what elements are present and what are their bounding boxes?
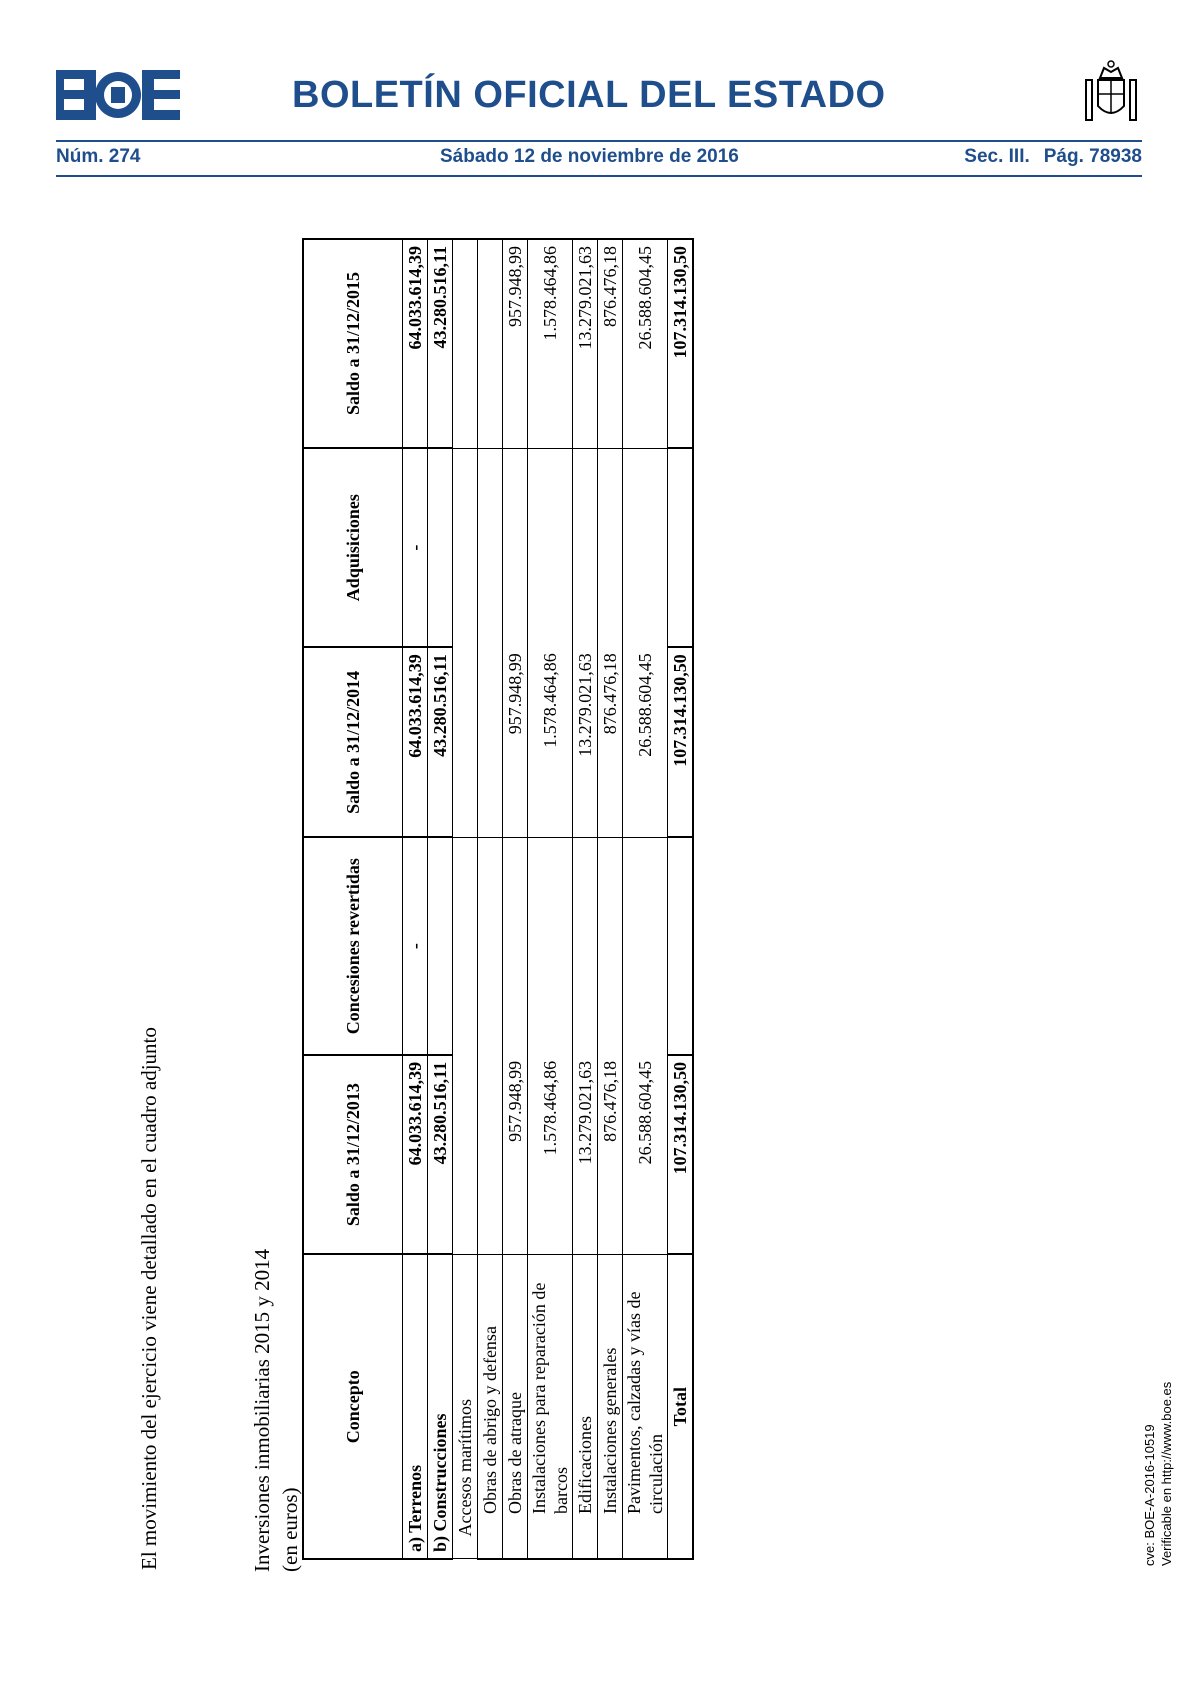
cell-adquisiciones	[478, 448, 503, 647]
caption-units: (en euros)	[278, 1487, 302, 1572]
cell-concesiones	[528, 837, 573, 1054]
cell-2013	[453, 1055, 478, 1255]
cell-2015: 43.280.516,11	[428, 239, 453, 448]
total-2014: 107.314.130,50	[668, 647, 694, 837]
cell-2015	[453, 239, 478, 448]
table-header-row	[303, 239, 403, 1559]
table-row	[503, 239, 528, 1559]
cell-adquisiciones	[598, 448, 623, 647]
cell-concesiones	[503, 837, 528, 1054]
header-saldo-2013: Saldo a 31/12/2013	[303, 1055, 403, 1255]
row-label: Obras de atraque	[503, 1254, 528, 1559]
table-caption	[248, 1249, 304, 1572]
issue-date: Sábado 12 de noviembre de 2016	[440, 146, 739, 167]
cell-2013: 26.588.604,45	[623, 1055, 668, 1255]
cell-adquisiciones	[573, 448, 598, 647]
table-total-row	[668, 239, 694, 1559]
cell-2015	[478, 239, 503, 448]
cell-concesiones	[623, 837, 668, 1054]
cell-2015: 1.578.464,86	[528, 239, 573, 448]
cell-adquisiciones	[528, 448, 573, 647]
header-rule-bottom	[56, 175, 1142, 177]
cell-adquisiciones	[623, 448, 668, 647]
table-row	[598, 239, 623, 1559]
cell-2013: 13.279.021,63	[573, 1055, 598, 1255]
total-2013: 107.314.130,50	[668, 1055, 694, 1255]
cell-2014: 43.280.516,11	[428, 647, 453, 837]
row-label: a) Terrenos	[403, 1254, 428, 1559]
coat-of-arms-icon	[1080, 58, 1142, 128]
cell-2013: 1.578.464,86	[528, 1055, 573, 1255]
cell-2014: 64.033.614,39	[403, 647, 428, 837]
cve-code: cve: BOE-A-2016-10519	[1142, 1424, 1157, 1566]
table-row	[453, 239, 478, 1559]
cell-2015: 13.279.021,63	[573, 239, 598, 448]
cell-concesiones	[453, 837, 478, 1054]
header-concesiones: Concesiones revertidas	[303, 837, 403, 1054]
row-label: Edificaciones	[573, 1254, 598, 1559]
page-number: Pág. 78938	[1043, 146, 1142, 167]
table-row	[623, 239, 668, 1559]
cell-adquisiciones: -	[403, 448, 428, 647]
row-label: Pavimentos, calzadas y vías de circulación	[623, 1254, 668, 1559]
header-adquisiciones: Adquisiciones	[303, 448, 403, 647]
cell-2014: 876.476,18	[598, 647, 623, 837]
total-label: Total	[668, 1254, 694, 1559]
cell-adquisiciones	[453, 448, 478, 647]
row-label: Instalaciones generales	[598, 1254, 623, 1559]
cell-adquisiciones	[503, 448, 528, 647]
caption-title: Inversiones inmobiliarias 2015 y 2014	[250, 1248, 274, 1572]
table-row	[403, 239, 428, 1559]
cell-concesiones	[478, 837, 503, 1054]
investments-table	[302, 238, 694, 1560]
table-row	[428, 239, 453, 1559]
cell-2013	[478, 1055, 503, 1255]
total-concesiones	[668, 837, 694, 1054]
total-2015: 107.314.130,50	[668, 239, 694, 448]
cell-2013: 876.476,18	[598, 1055, 623, 1255]
table-row	[478, 239, 503, 1559]
total-adquisiciones	[668, 448, 694, 647]
row-label: Obras de abrigo y defensa	[478, 1254, 503, 1559]
boe-logo	[56, 70, 180, 120]
intro-paragraph: El movimiento del ejercicio viene detallado en el cuadro adjunto	[137, 1027, 161, 1570]
cell-concesiones	[428, 837, 453, 1054]
header-saldo-2014: Saldo a 31/12/2014	[303, 647, 403, 837]
row-label: Accesos marítimos	[453, 1254, 478, 1559]
cell-2013: 43.280.516,11	[428, 1055, 453, 1255]
cell-2015: 957.948,99	[503, 239, 528, 448]
table-row	[573, 239, 598, 1559]
section-label: Sec. III.	[964, 146, 1030, 167]
investments-table-wrapper	[302, 238, 690, 1560]
page-title: BOLETÍN OFICIAL DEL ESTADO	[292, 74, 886, 116]
cell-2014: 957.948,99	[503, 647, 528, 837]
cell-2015: 26.588.604,45	[623, 239, 668, 448]
cell-2013: 957.948,99	[503, 1055, 528, 1255]
cell-concesiones	[573, 837, 598, 1054]
cell-2014	[453, 647, 478, 837]
cell-adquisiciones	[428, 448, 453, 647]
cell-concesiones	[598, 837, 623, 1054]
issue-number: Núm. 274	[56, 146, 141, 167]
cell-2014: 13.279.021,63	[573, 647, 598, 837]
row-label: Instalaciones para reparación de barcos	[528, 1254, 573, 1559]
cell-2015: 876.476,18	[598, 239, 623, 448]
header-rule-top	[56, 140, 1142, 142]
row-label: b) Construcciones	[428, 1254, 453, 1559]
cell-2014: 26.588.604,45	[623, 647, 668, 837]
verification-footer	[1141, 1382, 1175, 1566]
cell-2015: 64.033.614,39	[403, 239, 428, 448]
cell-2014: 1.578.464,86	[528, 647, 573, 837]
header-saldo-2015: Saldo a 31/12/2015	[303, 239, 403, 448]
header-concepto: Concepto	[303, 1254, 403, 1559]
verify-link[interactable]: Verificable en http://www.boe.es	[1159, 1381, 1174, 1566]
table-row	[528, 239, 573, 1559]
cell-2014	[478, 647, 503, 837]
cell-concesiones: -	[403, 837, 428, 1054]
section-page	[964, 146, 1142, 168]
cell-2013: 64.033.614,39	[403, 1055, 428, 1255]
